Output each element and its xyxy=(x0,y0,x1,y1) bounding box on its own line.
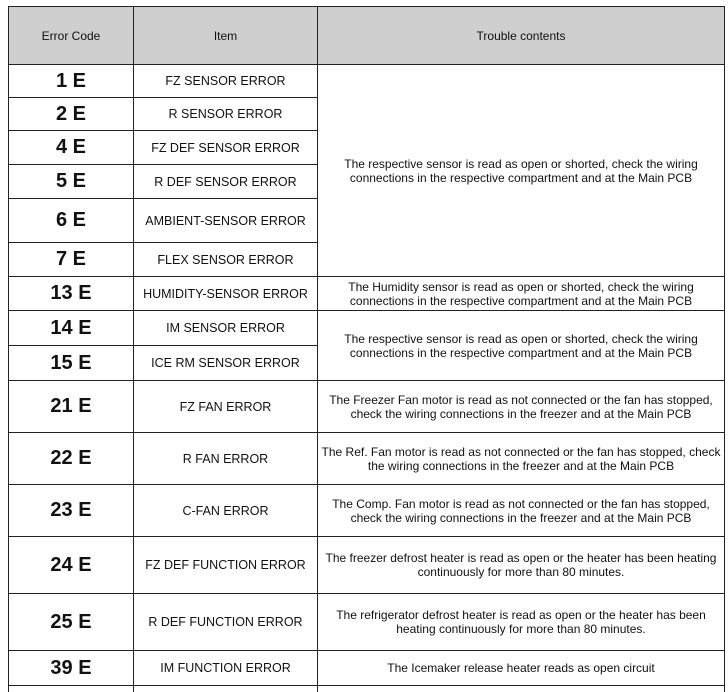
error-item: R DEF FUNCTION ERROR xyxy=(134,594,318,651)
error-item: C-FAN ERROR xyxy=(134,485,318,537)
table-row xyxy=(9,311,725,346)
error-code: 15 E xyxy=(9,346,134,381)
error-code: 7 E xyxy=(9,243,134,277)
table-row xyxy=(9,594,725,651)
error-item: FZ DEF FUNCTION ERROR xyxy=(134,537,318,594)
error-code: 22 E xyxy=(9,433,134,485)
trouble-description: The Freezer Fan motor is read as not connected or the fan has stopped, check the wiring connections in the freezer and at the Main PCB xyxy=(318,381,725,433)
error-code: 24 E xyxy=(9,537,134,594)
error-item: FZ FAN ERROR xyxy=(134,381,318,433)
error-code: 13 E xyxy=(9,277,134,311)
error-code-table xyxy=(8,6,725,692)
error-item: R DEF SENSOR ERROR xyxy=(134,165,318,199)
error-item: IM FUNCTION ERROR xyxy=(134,651,318,686)
table-row xyxy=(9,433,725,485)
trouble-description: The respective sensor is read as open or shorted, check the wiring connections in the respective compartment and at the Main PCB xyxy=(318,311,725,381)
table-row xyxy=(9,277,725,311)
table-row xyxy=(9,537,725,594)
trouble-description: The freezer defrost heater is read as open or the heater has been heating continuously for more than 80 minutes. xyxy=(318,537,725,594)
error-item: FLEX SENSOR ERROR xyxy=(134,243,318,277)
table-row xyxy=(9,651,725,686)
trouble-description: The Icemaker release heater reads as open circuit xyxy=(318,651,725,686)
trouble-description: The Comp. Fan motor is read as not connected or the fan has stopped, check the wiring connections in the freezer and at the Main PCB xyxy=(318,485,725,537)
error-code: 4 E xyxy=(9,131,134,165)
error-item: HUMIDITY-SENSOR ERROR xyxy=(134,277,318,311)
error-item: R SENSOR ERROR xyxy=(134,98,318,131)
error-item: R FAN ERROR xyxy=(134,433,318,485)
trouble-description: The Humidity sensor is read as open or shorted, check the wiring connections in the respective compartment and at the Main PCB xyxy=(318,277,725,311)
trouble-description: The refrigerator defrost heater is read as open or the heater has been heating continuously for more than 80 minutes. xyxy=(318,594,725,651)
error-item: FZ SENSOR ERROR xyxy=(134,65,318,98)
error-code: 21 E xyxy=(9,381,134,433)
error-code: 5 E xyxy=(9,165,134,199)
header-error-code: Error Code xyxy=(9,7,134,65)
header-trouble-contents: Trouble contents xyxy=(318,7,725,65)
error-code: 6 E xyxy=(9,199,134,243)
error-code: 39 E xyxy=(9,651,134,686)
error-item: ICE RM SENSOR ERROR xyxy=(134,346,318,381)
table-row xyxy=(9,381,725,433)
error-code: 1 E xyxy=(9,65,134,98)
error-code: 23 E xyxy=(9,485,134,537)
table-row xyxy=(9,65,725,98)
error-code: 14 E xyxy=(9,311,134,346)
error-code: 25 E xyxy=(9,594,134,651)
error-item: AMBIENT-SENSOR ERROR xyxy=(134,199,318,243)
table-row xyxy=(9,485,725,537)
header-row xyxy=(9,7,725,65)
error-item: FZ DEF SENSOR ERROR xyxy=(134,131,318,165)
header-item: Item xyxy=(134,7,318,65)
trouble-description: The Ref. Fan motor is read as not connected or the fan has stopped, check the wiring connections in the freezer and at the Main PCB xyxy=(318,433,725,485)
error-item: IM SENSOR ERROR xyxy=(134,311,318,346)
trouble-description: The respective sensor is read as open or shorted, check the wiring connections in the respective compartment and at the Main PCB xyxy=(318,65,725,277)
error-code: 2 E xyxy=(9,98,134,131)
